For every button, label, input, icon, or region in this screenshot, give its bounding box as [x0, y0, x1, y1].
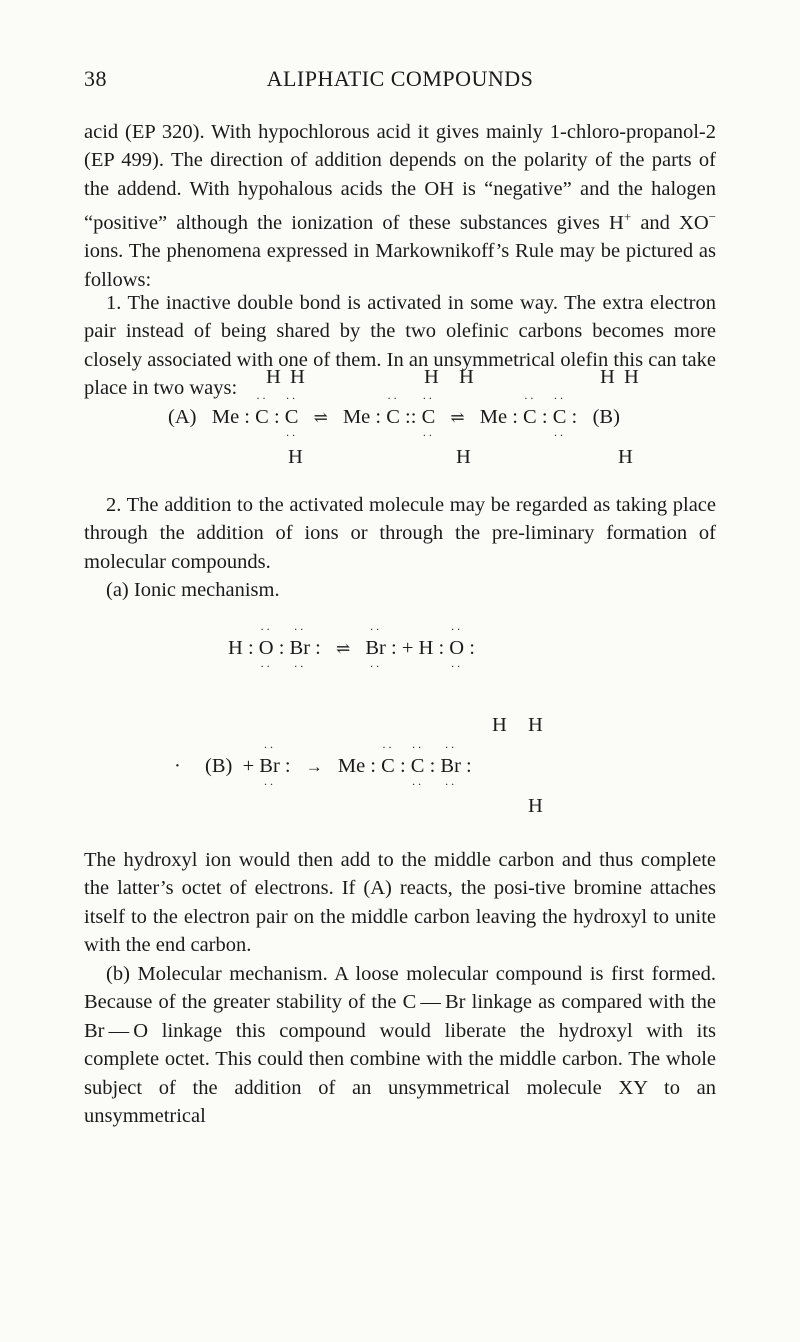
eq1-carbon-3a: ·· C — [523, 391, 537, 428]
eq1-equilibrium-arrow-1: ⇌ — [313, 408, 328, 427]
eq1-carbon-3b: ·· C ·· — [552, 391, 567, 442]
eq2-bromine-2: ·· Br ·· — [365, 622, 386, 673]
eq2-colon: : — [390, 637, 397, 659]
intro-text-2: and XO — [631, 212, 709, 235]
paragraph-ionic-heading: (a) Ionic mechanism. — [106, 579, 280, 601]
eq3-reaction-arrow: → — [305, 757, 323, 776]
eq1-h-top-1b: H — [290, 366, 305, 388]
eq1-colon: : — [273, 406, 280, 428]
eq2-hydrogen-2: H — [418, 637, 434, 659]
intro-text-1: acid (EP 320). With hypochlorous acid it gives mainly 1-chloro-propanol-2 (EP 499). The direction of addition depends on the polarity of the parts of the addend. With hypohalous acids the OH is “negative” and the halogen “positive” although the ionization of these substances gives H — [84, 121, 716, 235]
eq3-methyl: Me — [337, 755, 366, 777]
eq1-colon: : — [571, 406, 578, 428]
paragraph-intro — [84, 118, 716, 294]
eq3-h-top-1: H — [492, 714, 507, 736]
eq2-equilibrium-arrow: ⇌ — [335, 639, 351, 658]
eq1-h-top-1a: H — [266, 366, 281, 388]
eq2-bromine-1: ·· Br ·· — [289, 622, 311, 673]
eq3-h-bottom: H — [528, 795, 543, 817]
paragraph-hydroxyl: The hydroxyl ion would then add to the middle carbon and thus complete the latter’s octet of electrons. If (A) reacts, the posi-tive bromine attaches itself to the electron pair on the middle carbon leaving the hydroxyl to unite with the end carbon. — [84, 849, 716, 957]
eq3-colon: : — [466, 755, 472, 777]
eq1-carbon-2b: ·· C ·· — [421, 391, 436, 442]
eq3-margin-dot: · — [174, 755, 181, 777]
eq1-h-top-2a: H — [424, 366, 439, 388]
eq1-h-top-2b: H — [459, 366, 474, 388]
eq3-colon: : — [429, 755, 436, 777]
eq3-carbon-2: ·· C ·· — [410, 740, 425, 791]
eq1-carbon-2a: ·· C — [386, 391, 400, 428]
equation-ionization — [228, 622, 475, 673]
eq1-methyl-3: Me — [479, 406, 508, 428]
superscript-minus: − — [708, 209, 716, 225]
eq1-h-bottom-1: H — [288, 446, 303, 468]
eq1-h-top-3a: H — [600, 366, 615, 388]
eq1-carbon-1b: ·· C ·· — [284, 391, 299, 442]
eq2-oxygen-1: ·· O ·· — [258, 622, 274, 673]
eq1-double-colon: :: — [405, 406, 417, 428]
eq3-carbon-1: ·· C — [381, 740, 395, 777]
eq1-methyl-2: Me — [342, 406, 371, 428]
page-number: 38 — [84, 66, 107, 91]
eq2-colon: : — [469, 637, 475, 659]
eq1-main-row — [168, 391, 620, 442]
eq3-bromine-2: ·· Br ·· — [440, 740, 461, 791]
eq1-h-top-3b: H — [624, 366, 639, 388]
running-header — [84, 66, 716, 98]
superscript-plus: + — [623, 209, 632, 225]
eq3-label-b: (B) — [205, 755, 233, 777]
eq2-colon: : — [438, 637, 445, 659]
eq1-colon: : — [512, 406, 518, 428]
eq2-colon: : — [247, 637, 254, 659]
eq3-main-row — [205, 740, 472, 791]
eq1-carbon-1a: ·· C — [255, 391, 269, 428]
eq3-bromine-1: ·· Br ·· — [259, 740, 280, 791]
eq1-equilibrium-arrow-2: ⇌ — [450, 408, 465, 427]
eq2-hydrogen-1: H — [228, 637, 243, 659]
running-title: ALIPHATIC COMPOUNDS — [266, 66, 534, 91]
paragraph-step-1: 1. The inactive double bond is activated in some way. The extra electron pair instead of being shared by the two olefinic carbons becomes more closely associated with one of them. In an unsymmetrical olefin this can take place in two ways: — [84, 292, 716, 400]
eq3-colon: : — [399, 755, 406, 777]
eq3-colon: : — [370, 755, 376, 777]
eq1-colon: : — [541, 406, 548, 428]
eq1-methyl-1: Me — [211, 406, 240, 428]
eq1-label-a: (A) — [168, 406, 197, 428]
eq2-colon: : — [315, 637, 321, 659]
eq3-colon: : — [284, 755, 291, 777]
paragraph-step-2: 2. The addition to the activated molecule may be regarded as taking place through the addition of ions or through the pre-liminary formation of molecular compounds. — [84, 494, 716, 573]
intro-text-3: ions. The phenomena expressed in Markownikoff’s Rule may be pictured as follows: — [84, 240, 716, 291]
eq1-colon: : — [244, 406, 250, 428]
eq3-plus: + — [242, 755, 255, 777]
eq1-h-bottom-2: H — [456, 446, 471, 468]
eq1-colon: : — [375, 406, 382, 428]
eq3-h-top-2: H — [528, 714, 543, 736]
eq1-label-b: (B) — [592, 406, 620, 428]
eq2-oxygen-2: ·· O ·· — [449, 622, 465, 673]
eq1-h-bottom-3: H — [618, 446, 633, 468]
paragraph-molecular-mechanism: (b) Molecular mechanism. A loose molecular compound is first formed. Because of the greater stability of the C — Br linkage as compared with the Br — O linkage this compound would liberate the hydroxyl with its complete octet. This could then combine with the middle carbon. The whole subject of the addition of an unsymmetrical molecule XY to an unsymmetrical — [84, 963, 716, 1128]
eq2-colon: : — [278, 637, 285, 659]
eq2-plus: + — [401, 637, 414, 659]
